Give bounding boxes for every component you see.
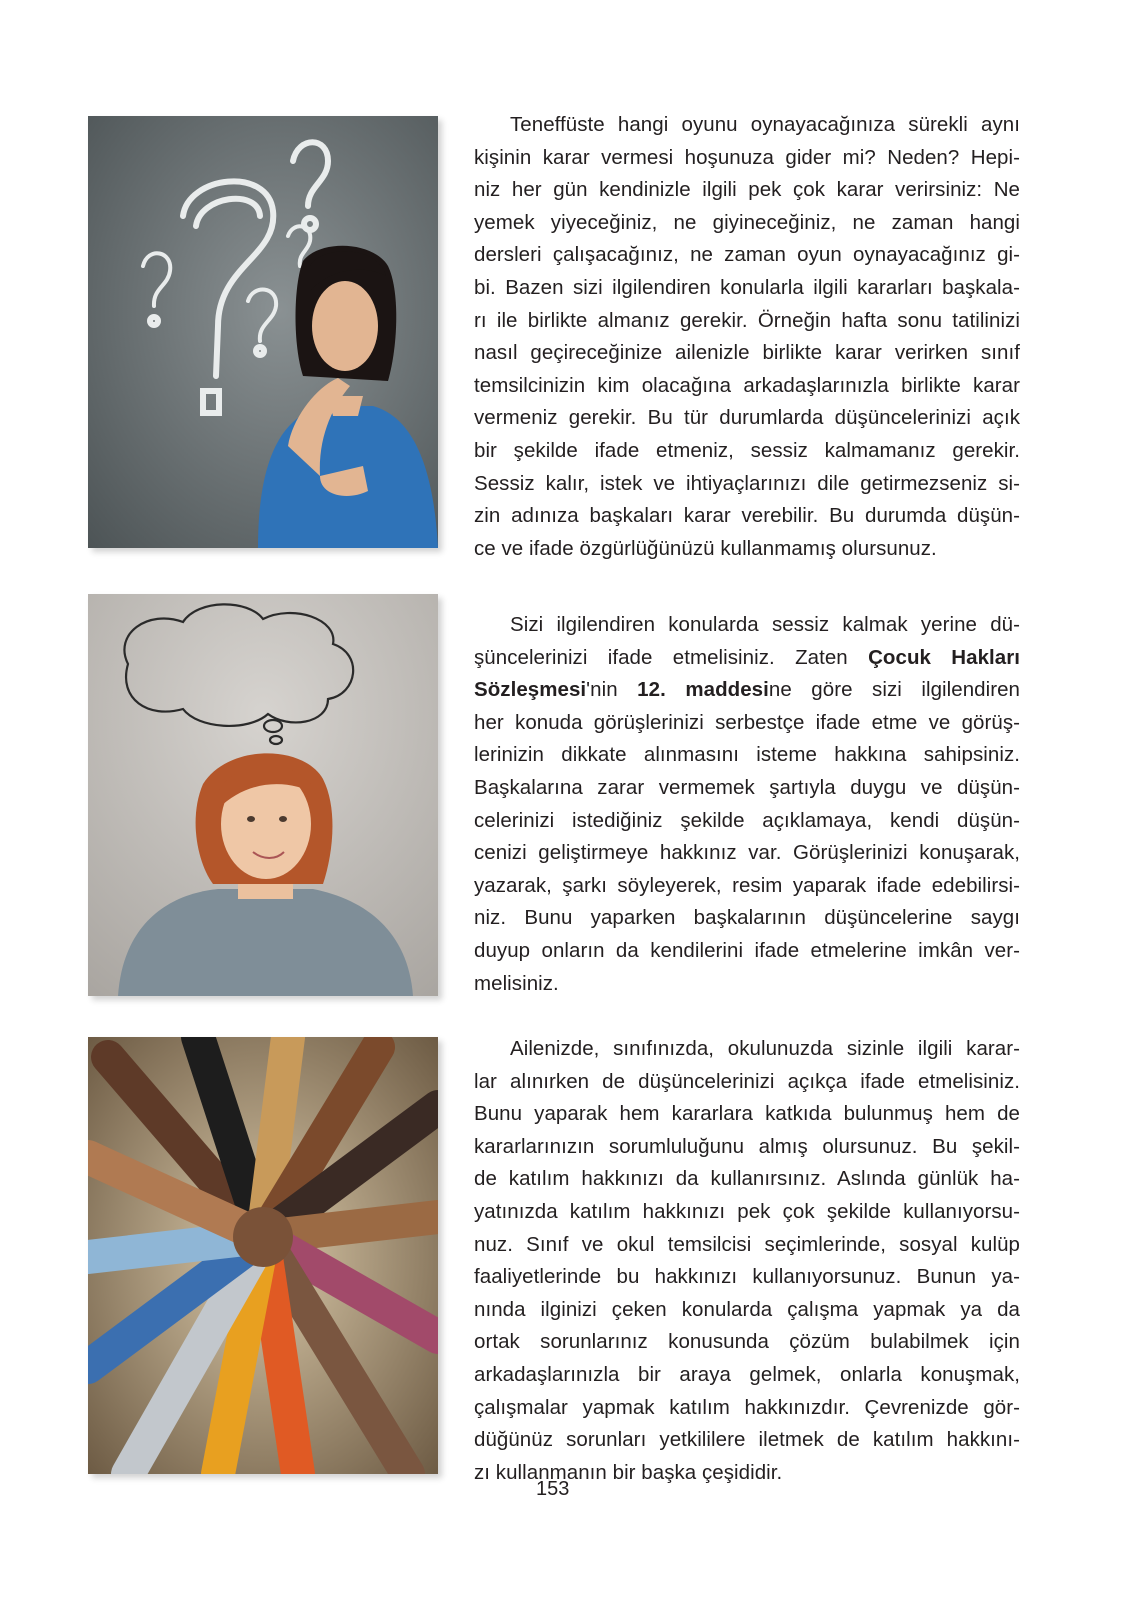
text-line: zin adınıza başkaları karar verebilir. Bu durumda düşün- (474, 504, 1020, 528)
text-line: duyup onların da kendilerini ifade etmelerine imkân ver- (474, 938, 1020, 962)
text-line: Teneffüste hangi oyunu oynayacağınıza sürekli aynı (510, 113, 1020, 136)
text-line: Sessiz kalır, istek ve ihtiyaçlarınızı dile getirmezseniz si- (474, 471, 1020, 495)
text-line: yemek yiyeceğiniz, ne giyineceğiniz, ne zaman hangi (474, 210, 1020, 234)
text-line: ce ve ifade özgürlüğünüzü kullanmamış olursunuz. (474, 536, 937, 560)
text-run: 'nin (586, 678, 638, 702)
text-run: şüncelerinizi ifade etmelisiniz. Zaten (474, 645, 869, 669)
text-line: nasıl geçireceğinize ailenizle birlikte karar verirken sınıf (474, 341, 1020, 365)
photo-thinking-boy (88, 594, 438, 996)
hands-center (233, 1207, 293, 1267)
text-line: kararlarınızın sorumluluğunu almış olursunuz. Bu şekil- (474, 1134, 1020, 1158)
text-line: faaliyetlerinde bu hakkınızı kullanıyorsunuz. Bunun ya- (474, 1265, 1020, 1289)
paragraph-3 (474, 1033, 1020, 1489)
text-line: lerinizin dikkate alınmasını isteme hakkına sahipsiniz. (474, 743, 1020, 767)
paragraph-1 (474, 109, 1020, 565)
text-line: cenizi geliştirmeye hakkınız var. Görüşlerinizi konuşarak, (474, 841, 1020, 865)
convention-name-bold: Çocuk Hakları (868, 645, 1021, 669)
text-line: Bunu yaparak hem kararlara katkıda bulunmuş hem de (474, 1102, 1020, 1126)
text-line: Sizi ilgilendiren konularda sessiz kalmak yerine dü- (510, 613, 1020, 636)
text-line: her konuda görüşlerinizi serbestçe ifade etme ve görüş- (474, 710, 1020, 734)
joined-hands-image (88, 1037, 438, 1474)
text-line: de katılım hakkınızı da kullanırsınız. Aslında günlük ha- (474, 1167, 1020, 1191)
text-line (474, 642, 1020, 675)
text-line: niz. Bunu yaparken başkalarının düşüncelerine saygı (474, 906, 1020, 930)
text-line: ortak sorunlarınız konusunda çözüm bulabilmek için (474, 1330, 1020, 1354)
text-line: yazarak, şarkı söyleyerek, resim yaparak ifade edebilirsi- (474, 873, 1020, 897)
text-line: bi. Bazen sizi ilgilendiren konularla ilgili kararları başkala- (474, 275, 1020, 299)
thinking-boy-image (88, 594, 438, 996)
text-line: arkadaşlarınızla bir araya gelmek, onlarla konuşmak, (474, 1362, 1020, 1386)
text-line: lar alınırken de düşüncelerinizi açıkça ifade etmelisiniz. (474, 1069, 1020, 1093)
text-line (474, 674, 1020, 707)
text-line: vermeniz gerekir. Bu tür durumlarda düşüncelerinizi açık (474, 406, 1020, 430)
text-line: çalışmalar yapmak katılım hakkınızdır. Çevrenizde gör- (474, 1395, 1020, 1419)
paragraph-2 (474, 609, 1020, 1000)
text-line: dersleri çalışacağınız, ne zaman oyun oynayacağınız gi- (474, 243, 1020, 267)
text-line: zı kullanmanın bir başka çeşididir. (474, 1460, 783, 1484)
text-line: melisiniz. (474, 971, 559, 995)
text-line: nında ilginizi çeken konularda çalışma yapmak ya da (474, 1297, 1020, 1321)
text-run: ne göre sizi ilgilendiren (768, 678, 1020, 702)
photo-joined-hands (88, 1037, 438, 1474)
thinking-woman-image (88, 116, 438, 548)
text-line: Başkalarına zarar vermemek şartıyla duygu ve düşün- (474, 775, 1020, 799)
photo-thinking-woman (88, 116, 438, 548)
text-line: niz her gün kendinizle ilgili pek çok karar verirsiniz: Ne (474, 178, 1020, 202)
text-line: rı ile birlikte almanız gerekir. Örneğin hafta sonu tatilinizi (474, 308, 1020, 332)
text-line: temsilcinizin kim olacağına arkadaşlarınızla birlikte karar (474, 373, 1020, 397)
text-line: celerinizi istediğiniz şekilde açıklamaya, kendi düşün- (474, 808, 1020, 832)
text-line: Ailenizde, sınıfınızda, okulunuzda sizinle ilgili karar- (510, 1037, 1020, 1060)
text-line: nuz. Sınıf ve okul temsilcisi seçimlerinde, sosyal kulüp (474, 1232, 1020, 1256)
page-number: 153 (536, 1478, 570, 1500)
text-line: düğünüz sorunları yetkililere iletmek de katılım hakkını- (474, 1428, 1020, 1452)
convention-name-bold: Sözleşmesi (474, 678, 587, 702)
text-line: bir şekilde ifade etmeniz, sessiz kalmamanız gerekir. (474, 438, 1020, 462)
article-bold: 12. maddesi (637, 678, 769, 702)
text-line: kişinin karar vermesi hoşunuza gider mi? Neden? Hepi- (474, 145, 1020, 169)
text-line: yatınızda katılım hakkınızı pek çok şekilde kullanıyorsu- (474, 1199, 1020, 1223)
